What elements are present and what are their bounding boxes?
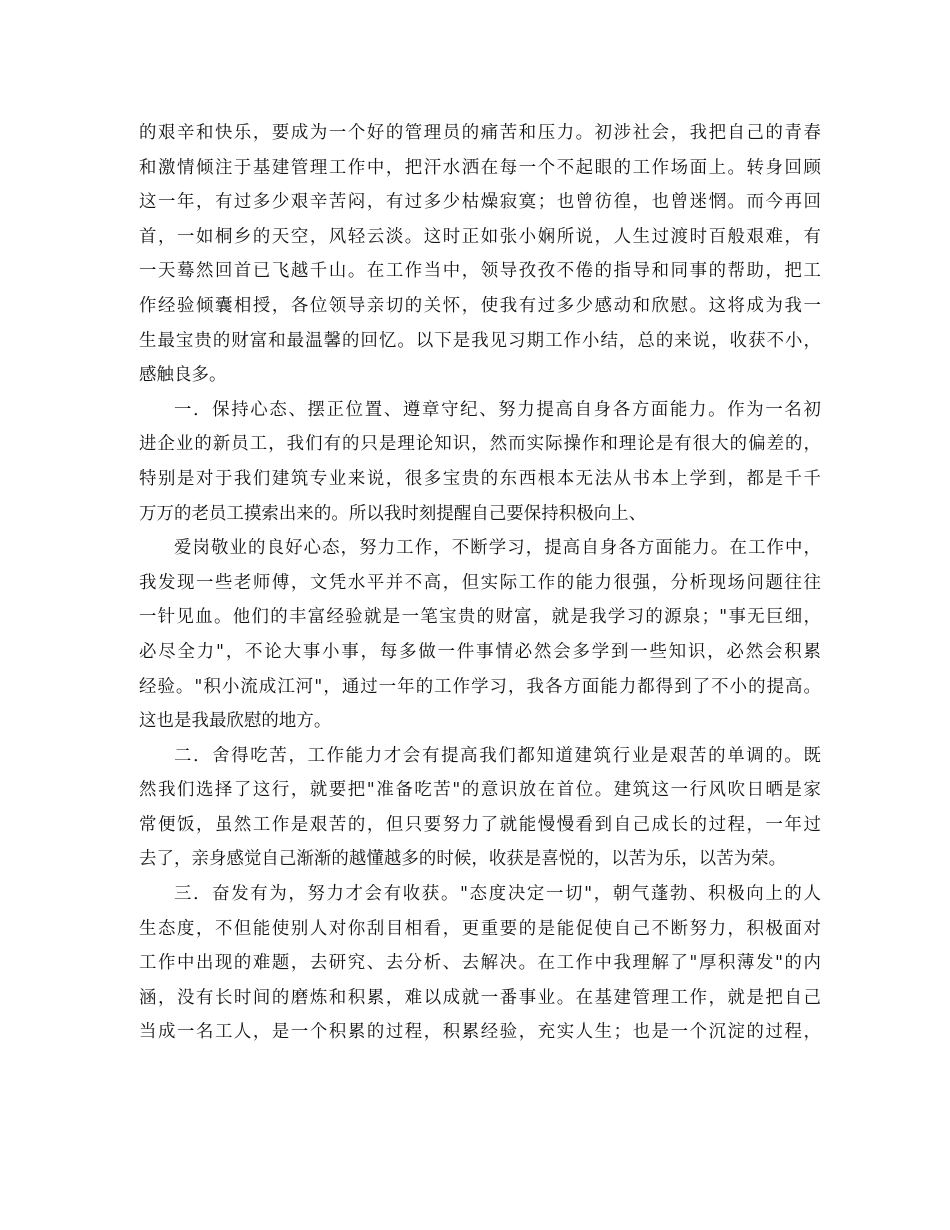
text-line: 我发现一些老师傅，文凭水平并不高，但实际工作的能力很强，分析现场问题往往 <box>139 572 821 593</box>
paragraph-section-one <box>139 393 821 531</box>
text-line: 去了，亲身感觉自己渐渐的越懂越多的时候，收获是喜悦的，以苦为乐，以苦为荣。 <box>139 849 787 870</box>
text-line: 二．舍得吃苦，工作能力才会有提高我们都知道建筑行业是艰苦的单调的。既 <box>174 745 821 766</box>
paragraph-section-two <box>139 739 821 877</box>
text-line: 这一年，有过多少艰辛苦闷，有过多少枯燥寂寞；也曾彷徨，也曾迷惘。而今再回 <box>139 192 821 213</box>
text-line: 特别是对于我们建筑专业来说，很多宝贵的东西根本无法从书本上学到，都是千千 <box>139 468 821 489</box>
paragraph-intro <box>139 116 821 393</box>
text-line: 作经验倾囊相授，各位领导亲切的关怀，使我有过多少感动和欣慰。这将成为我一 <box>139 295 821 316</box>
text-line: 万万的老员工摸索出来的。所以我时刻提醒自己要保持积极向上、 <box>139 503 647 524</box>
text-line: 一天蓦然回首已飞越千山。在工作当中，领导孜孜不倦的指导和同事的帮助，把工 <box>139 261 821 282</box>
text-line: 进企业的新员工，我们有的只是理论知识，然而实际操作和理论是有很大的偏差的， <box>139 434 821 455</box>
text-line: 一针见血。他们的丰富经验就是一笔宝贵的财富，就是我学习的源泉；"事无巨细， <box>139 607 821 628</box>
text-line: 和激情倾注于基建管理工作中，把汗水洒在每一个不起眼的工作场面上。转身回顾 <box>139 157 821 178</box>
document-page <box>139 116 821 1050</box>
text-line: 感触良多。 <box>139 365 227 386</box>
text-line: 一．保持心态、摆正位置、遵章守纪、努力提高自身各方面能力。作为一名初 <box>174 399 821 420</box>
text-line: 三．奋发有为，努力才会有收获。"态度决定一切"，朝气蓬勃、积极向上的人 <box>174 884 821 905</box>
text-line: 工作中出现的难题，去研究、去分析、去解决。在工作中我理解了"厚积薄发"的内 <box>139 953 821 974</box>
paragraph-continuation <box>139 531 821 739</box>
paragraph-section-three <box>139 877 821 1050</box>
text-line: 当成一名工人，是一个积累的过程，积累经验，充实人生；也是一个沉淀的过程， <box>139 1022 821 1043</box>
text-line: 经验。"积小流成江河"，通过一年的工作学习，我各方面能力都得到了不小的提高。 <box>139 676 821 697</box>
text-line: 的艰辛和快乐，要成为一个好的管理员的痛苦和压力。初涉社会，我把自己的青春 <box>139 123 821 143</box>
text-line: 必尽全力"，不论大事小事，每多做一件事情必然会多学到一些知识，必然会积累 <box>139 641 821 662</box>
text-line: 首，一如桐乡的天空，风轻云淡。这时正如张小娴所说，人生过渡时百般艰难，有 <box>139 226 821 247</box>
text-line: 爱岗敬业的良好心态，努力工作，不断学习，提高自身各方面能力。在工作中， <box>174 538 821 559</box>
text-line: 生态度，不但能使别人对你刮目相看，更重要的是能促使自己不断努力，积极面对 <box>139 918 821 939</box>
text-line: 然我们选择了这行，就要把"准备吃苦"的意识放在首位。建筑这一行风吹日晒是家 <box>139 780 821 801</box>
text-line: 这也是我最欣慰的地方。 <box>139 711 332 732</box>
text-line: 常便饭，虽然工作是艰苦的，但只要努力了就能慢慢看到自己成长的过程，一年过 <box>139 814 821 835</box>
text-line: 生最宝贵的财富和最温馨的回忆。以下是我见习期工作小结，总的来说，收获不小， <box>139 330 821 351</box>
text-line: 涵，没有长时间的磨炼和积累，难以成就一番事业。在基建管理工作，就是把自己 <box>139 987 821 1008</box>
